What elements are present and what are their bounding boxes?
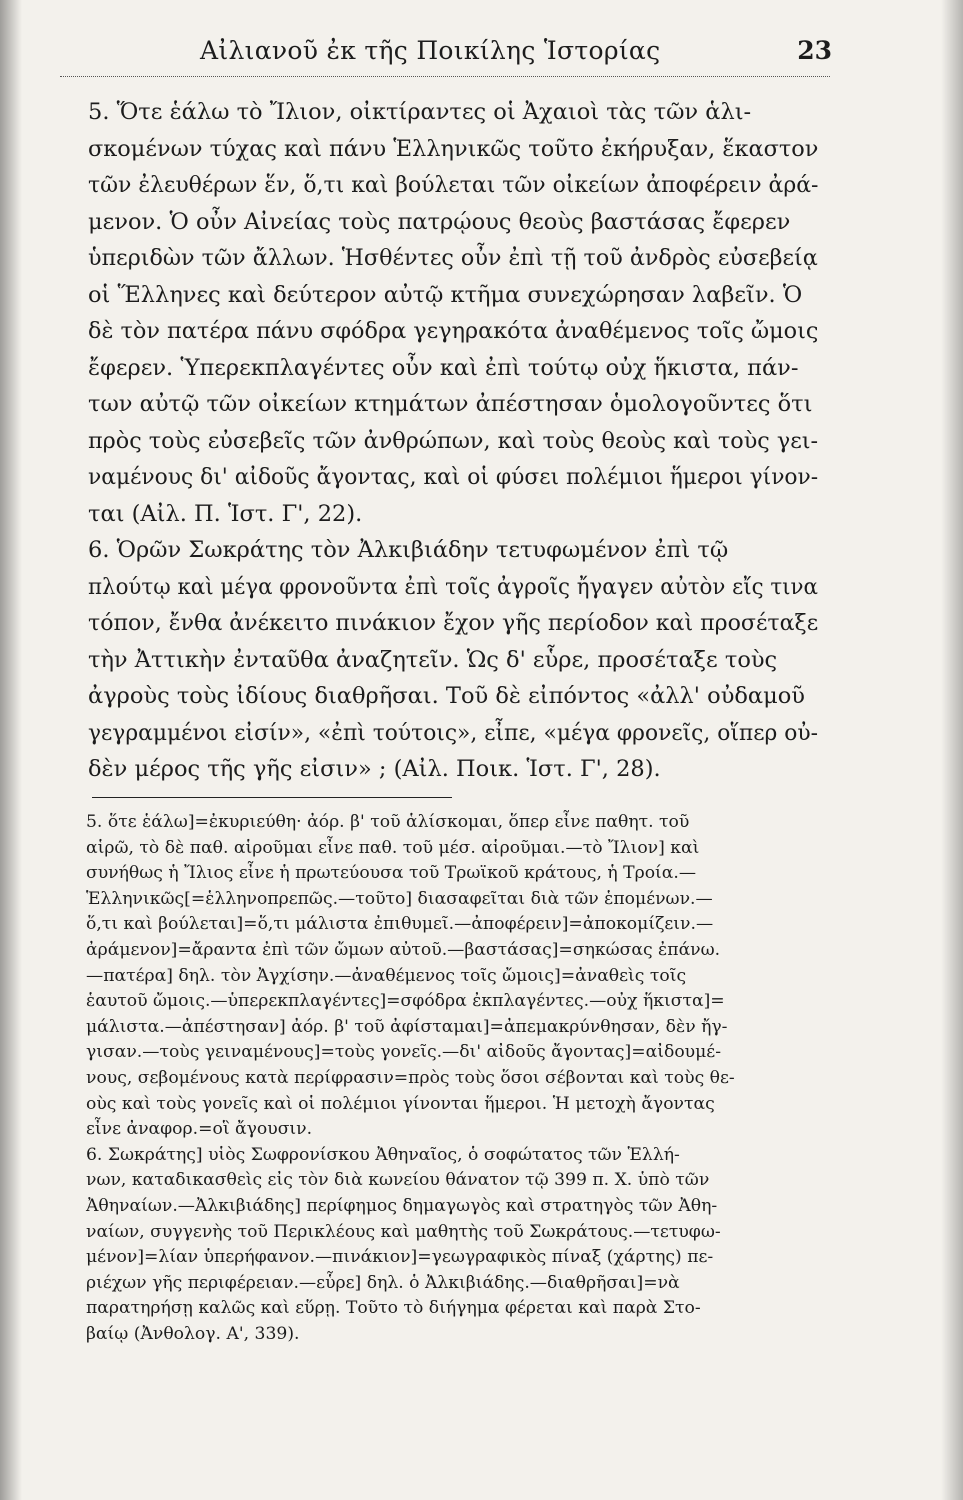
main-text-line: των αὐτῷ τῶν οἰκείων κτημάτων ἀπέστησαν ὁμολογοῦντες ὅτι bbox=[88, 391, 813, 417]
main-text-line: πρὸς τοὺς εὐσεβεῖς τῶν ἀνθρώπων, καὶ τοὺς θεοὺς καὶ τοὺς γει- bbox=[88, 427, 819, 454]
footnote-line: εἶνε ἀναφορ.=οἳ ἄγουσιν. bbox=[86, 1119, 313, 1140]
footnote-line: ὅ,τι καὶ βούλεται]=ὅ,τι μάλιστα ἐπιθυμεῖ.—ἀποφέρειν]=ἀποκομίζειν.— bbox=[86, 914, 714, 935]
main-text-line: ἀγροὺς τοὺς ἰδίους διαθρῆσαι. Τοῦ δὲ εἰπόντος «ἀλλ' οὐδαμοῦ bbox=[88, 683, 805, 709]
footnote-line: ναίων, συγγενὴς τοῦ Περικλέους καὶ μαθητὴς τοῦ Σωκράτους.—τετυφω- bbox=[86, 1221, 721, 1242]
header-rule bbox=[60, 76, 830, 77]
footnote-line: 5. ὅτε ἑάλω]=ἐκυριεύθη· ἀόρ. β' τοῦ ἁλίσκομαι, ὅπερ εἶνε παθητ. τοῦ bbox=[86, 812, 690, 832]
footnote-line: συνήθως ἡ Ἴλιος εἶνε ἡ πρωτεύουσα τοῦ Τρωϊκοῦ κράτους, ἡ Τροία.— bbox=[86, 863, 697, 884]
main-text-line: σκομένων τύχας καὶ πάνυ Ἑλληνικῶς τοῦτο ἐκήρυξαν, ἕκαστον bbox=[88, 135, 819, 162]
footnote-line: ἀράμενον]=ἄραντα ἐπὶ τῶν ὤμων αὐτοῦ.—βαστάσας]=σηκώσας ἐπάνω. bbox=[86, 939, 721, 960]
main-text-line: μενον. Ὁ οὖν Αἰνείας τοὺς πατρῴους θεοὺς βαστάσας ἔφερεν bbox=[88, 208, 791, 235]
main-text-line: γεγραμμένοι εἰσίν», «ἐπὶ τούτοις», εἶπε, «μέγα φρονεῖς, οἵπερ οὐ- bbox=[88, 719, 818, 746]
footnote-line: μάλιστα.—ἀπέστησαν] ἀόρ. β' τοῦ ἀφίσταμαι]=ἀπεμακρύνθησαν, δὲν ἤγ- bbox=[86, 1016, 728, 1037]
running-title: Αἰλιανοῦ ἐκ τῆς Ποικίλης Ἱστορίας bbox=[200, 36, 661, 65]
main-text-line: οἱ Ἕλληνες καὶ δεύτερον αὐτῷ κτῆμα συνεχώρησαν λαβεῖν. Ὁ bbox=[88, 281, 803, 308]
footnote-line: 6. Σωκράτης] υἱὸς Σωφρονίσκου Ἀθηναῖος, ὁ σοφώτατος τῶν Ἑλλή- bbox=[86, 1144, 680, 1165]
page-header bbox=[60, 30, 830, 76]
footnote-rule bbox=[92, 797, 452, 798]
footnote-line: παρατηρήσῃ καλῶς καὶ εὕρῃ. Τοῦτο τὸ διήγημα φέρεται καὶ παρὰ Στο- bbox=[86, 1298, 701, 1319]
main-text-line: ναμένους δι' αἰδοῦς ἄγοντας, καὶ οἱ φύσει πολέμιοι ἥμεροι γίνον- bbox=[88, 464, 819, 490]
footnote-line: νους, σεβομένους κατὰ περίφρασιν=πρὸς τοὺς ὅσοι σέβονται καὶ τοὺς θε- bbox=[86, 1067, 735, 1088]
footnote-line: μένον]=λίαν ὑπερήφανον.—πινάκιον]=γεωγραφικὸς πίναξ (χάρτης) πε- bbox=[86, 1247, 714, 1268]
page-right-edge-shadow bbox=[941, 0, 963, 1500]
main-text bbox=[88, 94, 818, 788]
footnote-line: βαίῳ (Ἀνθολογ. Α', 339). bbox=[86, 1323, 300, 1344]
footnote-line: ἑαυτοῦ ὤμοις.—ὑπερεκπλαγέντες]=σφόδρα ἐκπλαγέντες.—οὐχ ἥκιστα]= bbox=[86, 991, 725, 1012]
footnote-line: νων, καταδικασθεὶς εἰς τὸν διὰ κωνείου θάνατον τῷ 399 π. Χ. ὑπὸ τῶν bbox=[86, 1170, 710, 1191]
main-text-line: δὲν μέρος τῆς γῆς εἰσιν» ; (Αἰλ. Ποικ. Ἱστ. Γ', 28). bbox=[88, 756, 661, 782]
main-text-line: 5. Ὅτε ἑάλω τὸ Ἴλιον, οἰκτίραντες οἱ Ἀχαιοὶ τὰς τῶν ἁλι- bbox=[88, 99, 752, 125]
main-text-line: ται (Αἰλ. Π. Ἱστ. Γ', 22). bbox=[88, 500, 363, 527]
main-text-line: τῶν ἐλευθέρων ἕν, ὅ,τι καὶ βούλεται τῶν οἰκείων ἀποφέρειν ἀρά- bbox=[88, 172, 819, 198]
footnote-line: αἱρῶ, τὸ δὲ παθ. αἱροῦμαι εἶνε παθ. τοῦ μέσ. αἱροῦμαι.—τὸ Ἴλιον] καὶ bbox=[86, 837, 700, 858]
main-text-line: τὴν Ἀττικὴν ἐνταῦθα ἀναζητεῖν. Ὡς δ' εὗρε, προσέταξε τοὺς bbox=[88, 646, 778, 673]
footnote-line: —πατέρα] δηλ. τὸν Ἀγχίσην.—ἀναθέμενος τοῖς ὤμοις]=ἀναθεὶς τοῖς bbox=[86, 965, 687, 986]
main-text-line: πλούτῳ καὶ μέγα φρονοῦντα ἐπὶ τοῖς ἀγροῖς ἤγαγεν αὐτὸν εἴς τινα bbox=[88, 573, 818, 600]
footnote-line: Ἑλληνικῶς[=ἑλληνοπρεπῶς.—τοῦτο] διασαφεῖται διὰ τῶν ἑπομένων.— bbox=[86, 888, 713, 909]
footnote-line: οὺς καὶ τοὺς γονεῖς καὶ οἱ πολέμιοι γίνονται ἥμεροι. Ἡ μετοχὴ ἄγοντας bbox=[86, 1093, 715, 1114]
main-text-line: τόπον, ἔνθα ἀνέκειτο πινάκιον ἔχον γῆς περίοδον καὶ προσέταξε bbox=[88, 610, 819, 636]
footnote-line: Ἀθηναίων.—Ἀλκιβιάδης] περίφημος δημαγωγὸς καὶ στρατηγὸς τῶν Ἀθη- bbox=[86, 1195, 718, 1216]
main-text-line: ἔφερεν. Ὑπερεκπλαγέντες οὖν καὶ ἐπὶ τούτῳ οὐχ ἥκιστα, πάν- bbox=[88, 354, 799, 381]
page-number: 23 bbox=[797, 36, 832, 65]
page-left-edge-shadow bbox=[0, 0, 22, 1500]
footnote-line: γισαν.—τοὺς γειναμένους]=τοὺς γονεῖς.—δι' αἰδοῦς ἄγοντας]=αἰδουμέ- bbox=[86, 1042, 721, 1063]
main-text-line: 6. Ὁρῶν Σωκράτης τὸν Ἀλκιβιάδην τετυφωμένον ἐπὶ τῷ bbox=[88, 537, 729, 563]
footnote-line: ριέχων γῆς περιφέρειαν.—εὗρε] δηλ. ὁ Ἀλκιβιάδης.—διαθρῆσαι]=νὰ bbox=[86, 1272, 680, 1293]
main-text-line: ὑπεριδὼν τῶν ἄλλων. Ἡσθέντες οὖν ἐπὶ τῇ τοῦ ἀνδρὸς εὐσεβείᾳ bbox=[88, 245, 818, 271]
footnotes bbox=[86, 810, 821, 1347]
main-text-line: δὲ τὸν πατέρα πάνυ σφόδρα γεγηρακότα ἀναθέμενος τοῖς ὤμοις bbox=[88, 318, 819, 344]
